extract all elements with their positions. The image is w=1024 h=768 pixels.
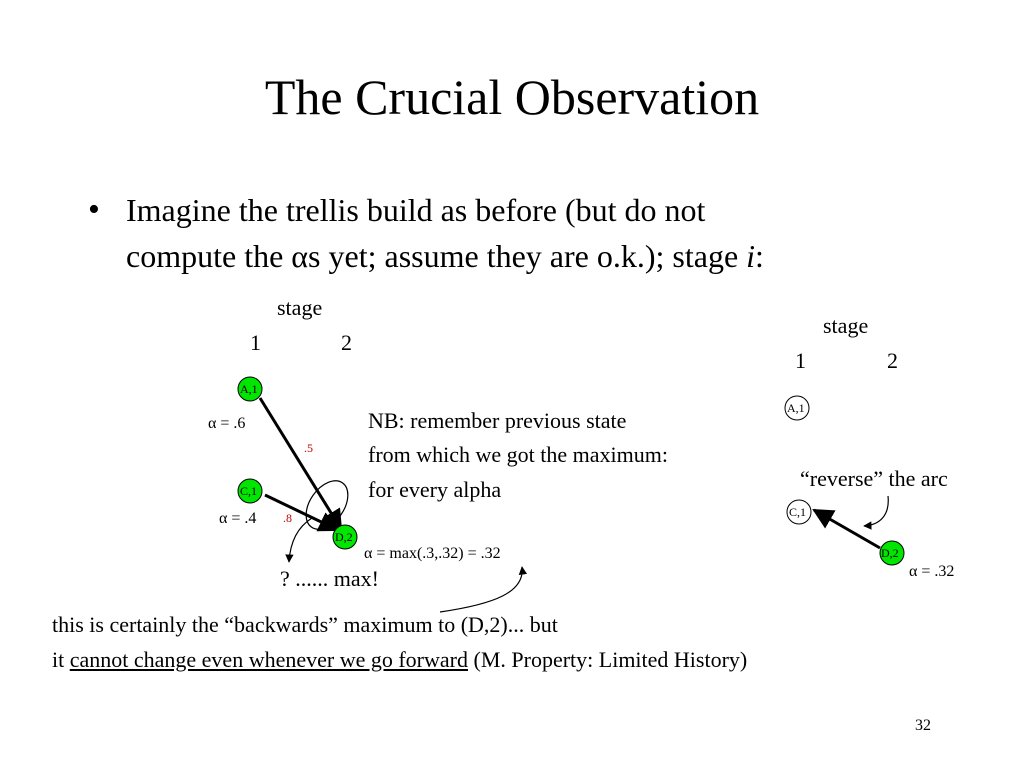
node-d2-right-label: D,2 — [881, 546, 899, 560]
bullet-line-2-pre: compute the — [126, 238, 292, 274]
right-stage-label: stage — [823, 313, 869, 338]
reverse-arc-note: “reverse” the arc — [800, 466, 948, 491]
bullet-dot: • — [88, 191, 100, 228]
alpha-c1: α = .4 — [219, 510, 257, 527]
bottom-line-2-post: (M. Property: Limited History) — [468, 647, 748, 672]
nb-line-1: NB: remember previous state — [368, 408, 627, 433]
right-stage-1: 1 — [795, 348, 806, 373]
alpha-d2-right: α = .32 — [909, 563, 955, 580]
arc-c1-d2 — [265, 495, 338, 530]
prob-c1-d2: .8 — [283, 511, 292, 525]
node-c1-left-label: C,1 — [240, 484, 258, 498]
arc-a1-d2 — [260, 398, 341, 529]
node-a1-left-label: A,1 — [240, 382, 258, 396]
node-d2-left-label: D,2 — [335, 530, 353, 544]
alpha-d2-max: α = max(.3,.32) = .32 — [364, 545, 501, 562]
bottom-line-1: this is certainly the “backwards” maximum to (D,2)... but — [52, 612, 558, 637]
bottom-line-2-pre: it — [52, 647, 70, 672]
bottom-line-2-underlined: cannot change even whenever we go forward — [69, 647, 468, 672]
node-a1-right-label: A,1 — [787, 401, 805, 415]
bullet-line-2-mid: s yet; assume they are o.k.); stage — [308, 238, 747, 274]
right-stage-2: 2 — [887, 348, 898, 373]
bullet-line-1: Imagine the trellis build as before (but do not — [126, 192, 706, 228]
question-max: ? ...... max! — [280, 566, 379, 591]
left-stage-1: 1 — [250, 330, 261, 355]
left-stage-2: 2 — [341, 330, 352, 355]
stage-variable: i — [746, 238, 756, 274]
node-c1-right-label: C,1 — [789, 505, 807, 519]
slide-title: The Crucial Observation — [264, 69, 760, 125]
alpha-symbol: α — [291, 238, 309, 274]
arc-d2-c1-reversed — [814, 510, 880, 548]
curve-to-reversed-arc — [864, 496, 888, 526]
nb-line-2: from which we got the maximum: — [368, 442, 668, 467]
alpha-a1: α = .6 — [208, 415, 246, 432]
prob-a1-d2: .5 — [304, 441, 313, 455]
left-stage-label: stage — [277, 295, 323, 320]
nb-line-3: for every alpha — [368, 477, 502, 502]
page-number: 32 — [915, 717, 931, 734]
curve-to-alpha-max — [440, 567, 522, 612]
bullet-line-2-post: : — [755, 238, 764, 274]
bottom-line-2 — [52, 647, 747, 673]
